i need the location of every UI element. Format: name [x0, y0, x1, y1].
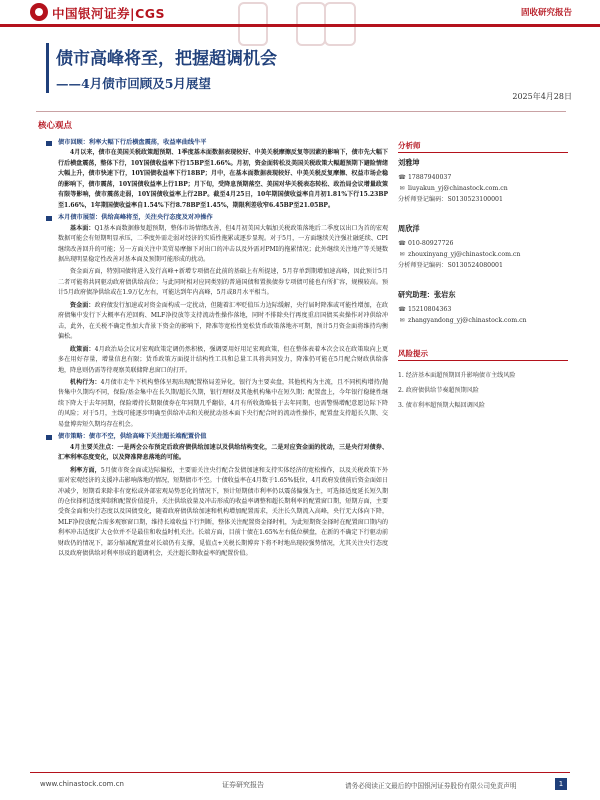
- analyst-cert: [398, 194, 568, 205]
- assistant-card: [398, 290, 568, 326]
- paragraph: [58, 443, 388, 464]
- title-accent-bar: [46, 43, 49, 93]
- section-outlook: [58, 213, 388, 430]
- core-view-label: 核心观点: [38, 121, 73, 131]
- section-heading: 债市策略：债市不空，供给高峰下关注超长端配置价值: [44, 432, 388, 442]
- section-heading: 本月债市展望：供给高峰将至，关注央行态度及对冲操作: [44, 213, 388, 223]
- footer-divider: [30, 772, 570, 773]
- paragraph: [58, 301, 388, 343]
- phone-icon: ☎: [398, 240, 406, 247]
- paragraph-text: 政府债发行加速或对资金面构成一定扰动，但随着汇率贬值压力边际缓解，央行届时降准或可能性增加，在政府债集中发行下大概率有逆回购、MLF净投放等支持流动性操作落地，同时不排除央行再度重启国债买卖操作对冲供给冲击，此外，在关税不确定性加大背景下资金的影响下，降准等宽松性宽松货币政策落地亦可期，预计5月资金面将维持均衡偏松。: [58, 301, 388, 341]
- analyst-card: [398, 158, 568, 205]
- assistant-name: 研究助理：张岩东: [398, 290, 456, 299]
- paragraph-text: 4月债市走牛下机构整体呈现出现配置格局差异化，银行为主要卖盘，其他机构为主流，且不同机构增持/抛售集中久期均不同，保险/基金集中在长久期/超长久期，银行理财及其他机构集中在短久期；配置盘上，今年银行稳健性继续下降大于去年同期，保险增持长期限债券在年同期几乎翻倍，4月有所收敛略低于去年同期，也需警惕增配意愿边际下降的风险；对于5月，主线可能逐步明确至供给冲击和关税扰动基本面下央行配合时的流动性操作，配置盘支持超长久期、交易盘博弈短久期均存在机会。: [58, 378, 388, 428]
- analysts-divider: [398, 152, 568, 153]
- analyst-email[interactable]: [398, 183, 568, 194]
- paragraph: [58, 224, 388, 266]
- phone-icon: ☎: [398, 174, 406, 181]
- email-icon: ✉: [399, 185, 405, 192]
- paragraph-text: 4月以来，债市在美国关税政策超预期、1季度基本面数据表现较好、中美关税摩擦反复等因素的影响下，债市先大幅下行后横盘震荡，整体下行，10Y国债收益率下行15BP至1.66%。月初，资金面转松及美国关税政策大幅超预期下避险情绪大幅上升，债市快速下行，10Y国债收益率下行18BP；月中，在基本面数据表现较好、中美关税反复摩擦、权益市场企稳的影响下，债市震荡，10Y国债收益率上行1BP；月下旬，受降息预期落空、美国对华关税表态转松、政治局会议增量政策有限等影响，债市震荡走弱，10Y国债收益率上行2BP。截至4月25日，10年期国债收益率自月初1.81%下行15.23BP至1.66%，1年期国债收益率自1.54%下行8.78BP至1.45%，期限利差收窄6.45BP至21.05BP。: [58, 149, 388, 209]
- footer-disclaimer: 请务必阅读正文最后的中国银河证券股份有限公司免责声明: [345, 782, 517, 790]
- paragraph-lead: 资金面：: [70, 301, 95, 309]
- email-icon: ✉: [399, 317, 405, 324]
- section-heading: 债市回顾：利率大幅下行后横盘震荡，收益率曲线牛平: [44, 138, 388, 148]
- paragraph: [58, 378, 388, 430]
- risk-list: [398, 368, 568, 413]
- footer-website-link[interactable]: www.chinastock.com.cn: [40, 780, 124, 788]
- paragraph: [58, 148, 388, 211]
- analyst-email[interactable]: [398, 249, 568, 260]
- paragraph-text: 5月债市资金面或边际偏松，主要需关注央行配合发债加速和支持实体经济的宽松操作，以及关税政策下外需对宏观经济的支援冲击影响落地的情况，短期债市不空。十债收益率在4月数于1.65%低位，4月政府发债前后资金面如日冲减少，短期看来除非有宽松或外部宏观局势恶化的情况下，预计短期债市利率仍以震荡偏强为主，可选择适度延长短久期的仓位择机适度抑制和配置价值提升，关注供给放量及冲击形成的收益率调整和超长期利率的配置窗口期，短期方面，主要受资金面和央行态度以及国债变化，随着政府债供给加速和机构增加配置需求，关注长久期流入高峰，央行无大体向下降，MLF净投放配合需多观察窗口期，维持长端收益下行判断，整体关注配置资金择时机，为此短期资金择时在配置窗口期内的利率冲击适度扩大仓位并不是最佳和收益时机关注。长端方面，目前十债在1.65%左右低位横盘，在新的不确定下行驱动前财政仍的情况下，部分缩减配置盘对长端仍有支撑，觅值点+关税长期博弈下将不时地出现较强势情况，尤其关注央行态度以及政府债供给对利率形成的超调机会，关注超长期收益率的配置价值。: [58, 466, 389, 558]
- paragraph: [58, 267, 388, 298]
- report-subtitle: ——4月债市回顾及5月展望: [56, 76, 211, 91]
- analyst-name: 周欣洋: [398, 224, 420, 233]
- email-text[interactable]: liuyakun_yj@chinastock.com.cn: [408, 185, 508, 192]
- risk-item: 2. 政府债供给节奏超预期风险: [398, 387, 479, 394]
- risk-divider: [398, 360, 568, 361]
- analyst-cert: [398, 260, 568, 271]
- paragraph-text: 资金面方面，特别国债将进入发行高峰+新增专项债在此前的基础上有所提速，5月存单到期增加速高峰，因此预计5月二者可能将共同驱动政府债供给高位；与此同时相对应同类别的普通国债和置换债券专项债可能也有所扩容，规模较高。预计5月政府债净供给或在1.9万亿左右，可能达到年内高峰，5月或8月水平相当。: [58, 268, 388, 297]
- phone-icon: ☎: [398, 306, 406, 313]
- phone-text: 17887940037: [408, 174, 452, 181]
- section-strategy: [58, 432, 388, 559]
- analyst-card: [398, 224, 568, 271]
- paragraph-text: 4月政治局会议对宏观政策定调仍然积极，强调要用好用足宏观政策，但在整体表着本次会议在政策取向上更多在用好存量，增量信息有限；货币政策方面提计结构性工具和总量工具将共同发力，降准仍可能在5月配合财政供给落地，降息则仍需等待观察美联储降息窗口的打开。: [58, 345, 388, 374]
- paragraph-text: 4月主要关注点：一是两会公布预定后政府债供给加速以及供给结构变化，二是对应资金面的扰动，三是央行对债券、汇率利率态度变化，以及降准降息落地的可能。: [58, 443, 388, 462]
- analyst-phone: [398, 172, 568, 183]
- assistant-email[interactable]: [398, 315, 568, 326]
- email-text[interactable]: zhouxinyang_yj@chinastock.com.cn: [408, 251, 521, 258]
- section-divider: [36, 111, 566, 112]
- main-text-column: [58, 138, 388, 562]
- report-date: 2025年4月28日: [512, 92, 572, 101]
- email-icon: ✉: [399, 251, 405, 258]
- page-number: 1: [555, 778, 567, 790]
- company-logo-text: 中国银河证券|CGS: [52, 6, 166, 21]
- paragraph-lead: 利率方面，: [70, 466, 101, 474]
- risk-heading: 风险提示: [398, 349, 428, 358]
- paragraph-lead: 政策面：: [70, 345, 95, 353]
- report-title: 债市高峰将至，把握超调机会: [56, 49, 277, 69]
- phone-text: 010-80927726: [408, 240, 454, 247]
- risk-item: 1. 经济基本面超预期回升影响债市主线风险: [398, 372, 516, 379]
- report-type: 固收研究报告: [520, 8, 572, 18]
- paragraph: [58, 466, 388, 560]
- analyst-name: 刘雅坤: [398, 158, 420, 167]
- cert-text: 分析师登记编码：S0130524080001: [398, 262, 503, 269]
- paragraph-lead: 机构行为：: [70, 378, 101, 386]
- company-logo-icon: [30, 3, 48, 21]
- footer-report-label: 证券研究报告: [222, 781, 264, 789]
- paragraph: [58, 345, 388, 376]
- analysts-heading: 分析师: [398, 141, 421, 150]
- header-divider: [0, 24, 600, 27]
- email-text[interactable]: zhangyandong_yj@chinastock.com.cn: [408, 317, 527, 324]
- paragraph-lead: 基本面：: [70, 224, 95, 232]
- phone-text: 15210804363: [408, 306, 452, 313]
- section-review: [58, 138, 388, 211]
- analyst-phone: [398, 238, 568, 249]
- cert-text: 分析师登记编码：S0130523100001: [398, 196, 503, 203]
- risk-item: 3. 债市利率超预期大幅回调风险: [398, 402, 485, 409]
- assistant-phone: [398, 304, 568, 315]
- paragraph-text: Q1基本面数据修复超预期，整体市场情绪改善，但4月初美国大幅加关税政策落地后二季度以出口为首的宏观数据可能会有短期明显承压，二季度外需走弱对经济的实质性拖累或逐步显现。对于5月，一方面继续关注强社融延续、CPI继续改善回升的可能；另一方面关注中美贸易摩擦下对出口的冲击以及外需对PMI的拖累情况；此外继续关注地产等关键数据出现明显稳定性改善对基本面及预期可能形成的扰动。: [58, 224, 389, 263]
